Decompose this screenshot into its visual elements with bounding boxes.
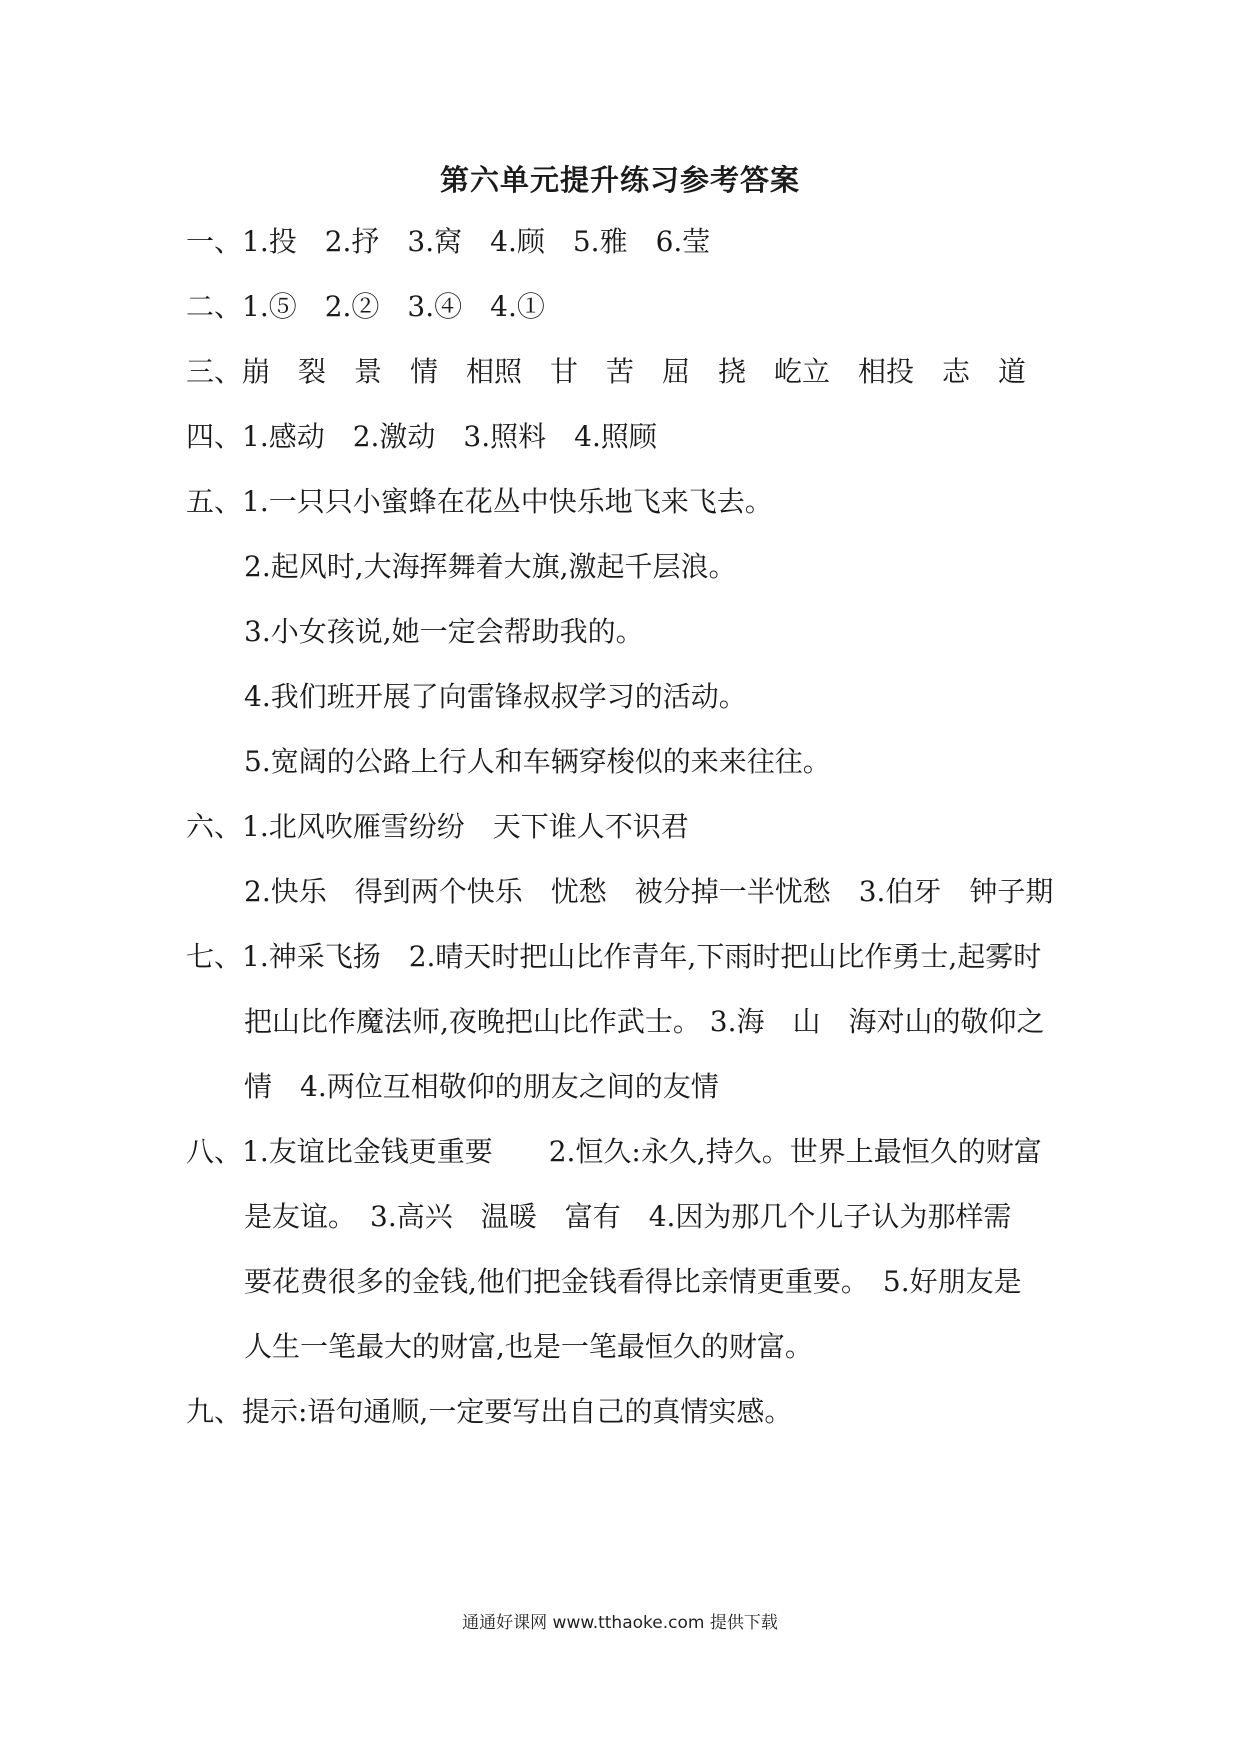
answer-section-7-line-3: 情 4.两位互相敬仰的朋友之间的友情 [244,1070,719,1103]
answer-section-5-item-1: 五、1.一只只小蜜蜂在花丛中快乐地飞来飞去。 [186,485,773,518]
answer-section-5-item-5: 5.宽阔的公路上行人和车辆穿梭似的来来往往。 [244,745,831,778]
answer-section-3: 三、崩 裂 景 情 相照 甘 苦 屈 挠 屹立 相投 志 道 [186,355,1027,388]
answer-section-9: 九、提示:语句通顺,一定要写出自己的真情实感。 [186,1395,793,1428]
answer-section-2: 二、1.⑤ 2.② 3.④ 4.① [186,290,545,323]
answer-section-8-line-2: 是友谊。 3.高兴 温暖 富有 4.因为那几个儿子认为那样需 [244,1200,1012,1233]
answer-section-6-item-1: 六、1.北风吹雁雪纷纷 天下谁人不识君 [186,810,689,843]
answer-section-1: 一、1.投 2.抒 3.窝 4.顾 5.雅 6.莹 [186,225,711,258]
page-title: 第六单元提升练习参考答案 [439,163,800,197]
answer-section-7-line-2: 把山比作魔法师,夜晚把山比作武士。 3.海 山 海对山的敬仰之 [244,1005,1045,1038]
answer-section-7-line-1: 七、1.神采飞扬 2.晴天时把山比作青年,下雨时把山比作勇士,起雾时 [186,940,1042,973]
answer-section-5-item-2: 2.起风时,大海挥舞着大旗,激起千层浪。 [244,550,737,583]
answer-section-6-item-2: 2.快乐 得到两个快乐 忧愁 被分掉一半忧愁 3.伯牙 钟子期 [244,875,1054,908]
answer-section-5-item-4: 4.我们班开展了向雷锋叔叔学习的活动。 [244,680,747,713]
footer-source-text: 通通好课网 www.tthaoke.com 提供下载 [462,1613,778,1633]
answer-section-8-line-1: 八、1.友谊比金钱更重要 2.恒久:永久,持久。世界上最恒久的财富 [186,1135,1042,1168]
answer-section-4: 四、1.感动 2.激动 3.照料 4.照顾 [186,420,657,453]
answer-section-8-line-4: 人生一笔最大的财富,也是一笔最恒久的财富。 [244,1330,813,1363]
answer-section-5-item-3: 3.小女孩说,她一定会帮助我的。 [244,615,644,648]
answer-section-8-line-3: 要花费很多的金钱,他们把金钱看得比亲情更重要。 5.好朋友是 [244,1265,1022,1298]
